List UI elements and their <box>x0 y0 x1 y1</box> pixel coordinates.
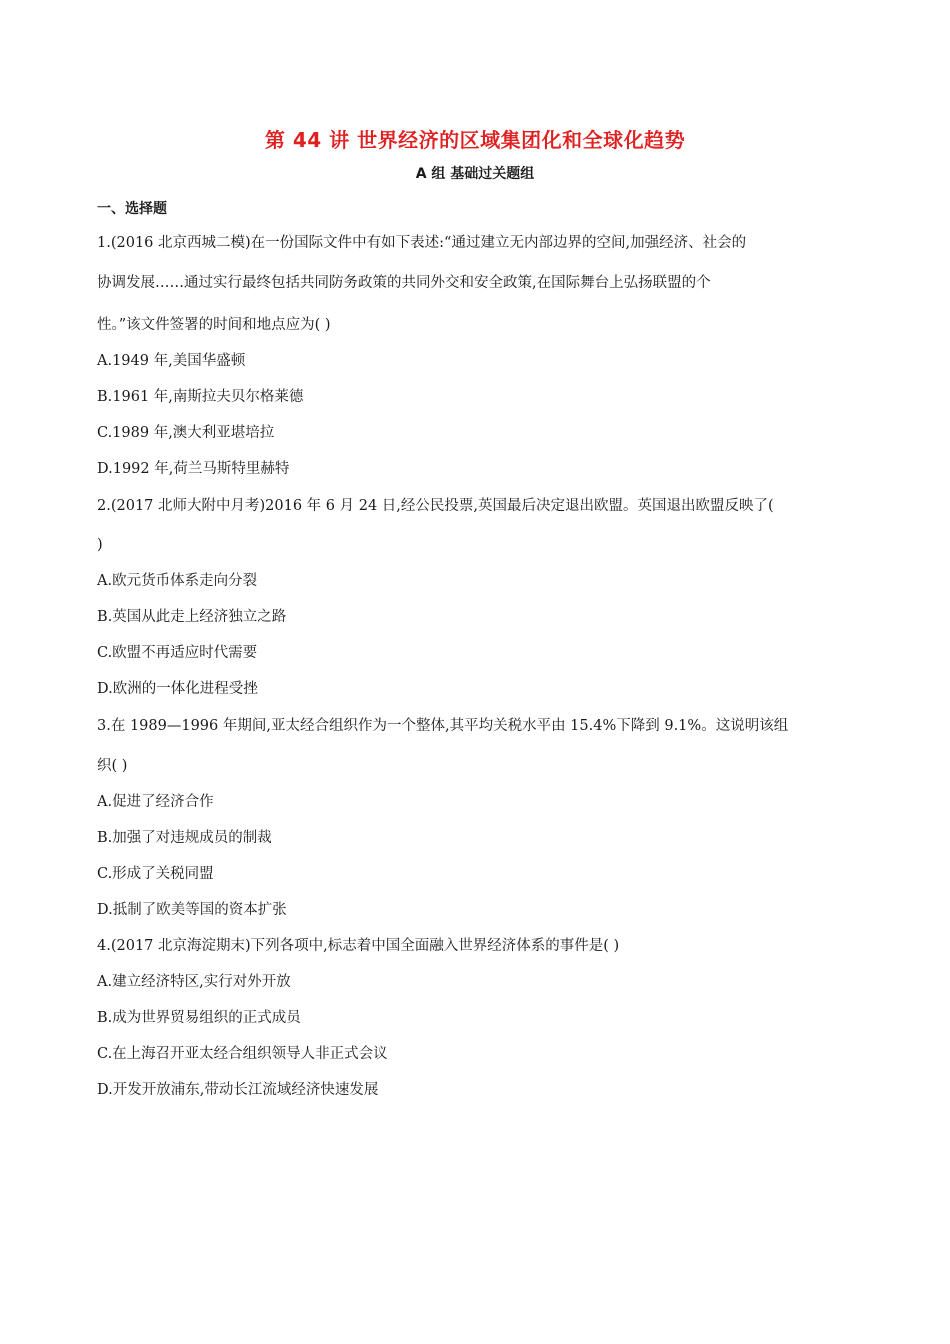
question-2-stem-line-2: ) <box>97 537 103 553</box>
question-1-stem-line-2: 协调发展……通过实行最终包括共同防务政策的共同外交和安全政策,在国际舞台上弘扬联盟的个 <box>97 275 711 291</box>
question-3-option-c: C.形成了关税同盟 <box>97 866 214 882</box>
question-4-option-b: B.成为世界贸易组织的正式成员 <box>97 1010 301 1026</box>
question-4-option-d: D.开发开放浦东,带动长江流域经济快速发展 <box>97 1082 379 1098</box>
question-4-option-a: A.建立经济特区,实行对外开放 <box>97 974 291 990</box>
page-title: 第 44 讲 世界经济的区域集团化和全球化趋势 <box>264 128 686 152</box>
question-2-stem-line-1: 2.(2017 北师大附中月考)2016 年 6 月 24 日,经公民投票,英国最后决定退出欧盟。英国退出欧盟反映了( <box>97 498 774 514</box>
question-2-option-d: D.欧洲的一体化进程受挫 <box>97 681 258 697</box>
question-1-stem-line-1: 1.(2016 北京西城二模)在一份国际文件中有如下表述:“通过建立无内部边界的空间,加强经济、社会的 <box>97 235 747 251</box>
question-1-option-b: B.1961 年,南斯拉夫贝尔格莱德 <box>97 389 304 405</box>
section-heading: 一、选择题 <box>97 201 167 217</box>
question-1-stem-line-3: 性。”该文件签署的时间和地点应为( ) <box>97 317 331 333</box>
question-4-stem-line-1: 4.(2017 北京海淀期末)下列各项中,标志着中国全面融入世界经济体系的事件是( ) <box>97 938 620 954</box>
question-2-option-c: C.欧盟不再适应时代需要 <box>97 645 258 661</box>
question-3-stem-line-1: 3.在 1989—1996 年期间,亚太经合组织作为一个整体,其平均关税水平由 15.4%下降到 9.1%。这说明该组 <box>97 718 789 734</box>
question-3-stem-line-2: 织( ) <box>97 758 128 774</box>
question-3-option-d: D.抵制了欧美等国的资本扩张 <box>97 902 287 918</box>
question-2-option-b: B.英国从此走上经济独立之路 <box>97 609 287 625</box>
question-1-option-c: C.1989 年,澳大利亚堪培拉 <box>97 425 275 441</box>
question-1-option-a: A.1949 年,美国华盛顿 <box>97 353 246 369</box>
question-4-option-c: C.在上海召开亚太经合组织领导人非正式会议 <box>97 1046 388 1062</box>
group-subtitle: A 组 基础过关题组 <box>415 166 535 182</box>
question-3-option-a: A.促进了经济合作 <box>97 794 214 810</box>
question-3-option-b: B.加强了对违规成员的制裁 <box>97 830 272 846</box>
question-1-option-d: D.1992 年,荷兰马斯特里赫特 <box>97 461 290 477</box>
question-2-option-a: A.欧元货币体系走向分裂 <box>97 573 258 589</box>
